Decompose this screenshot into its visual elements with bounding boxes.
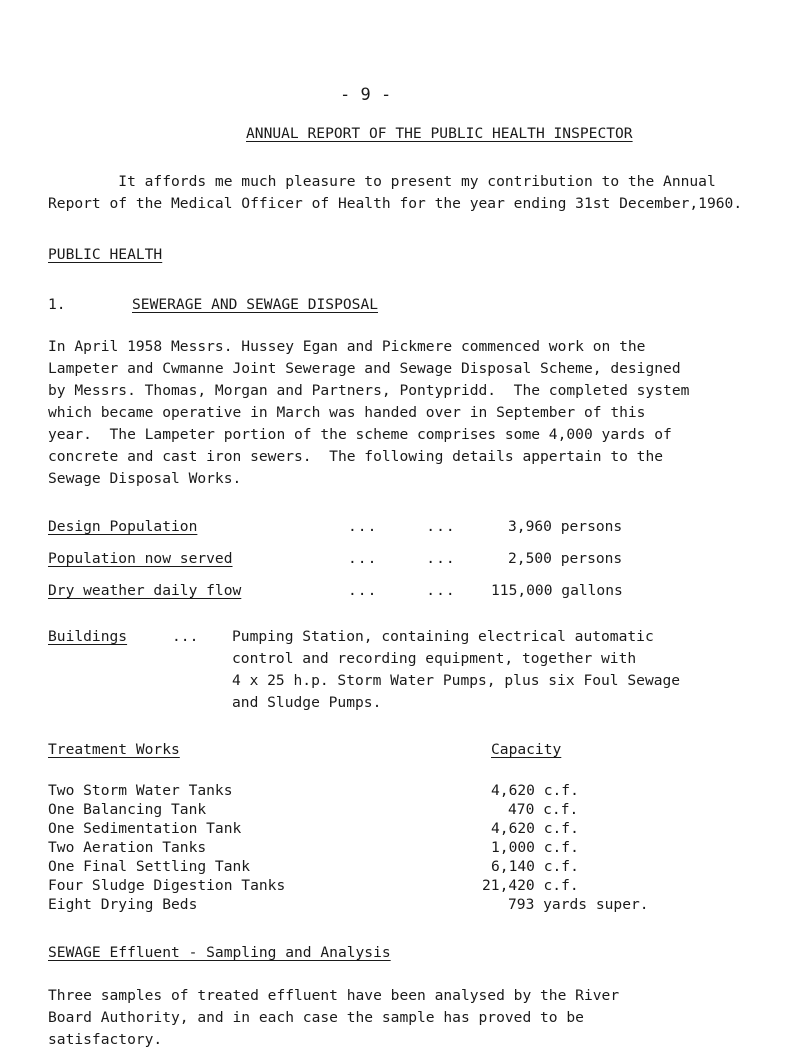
treatment-row-capacity: 21,420 c.f. bbox=[482, 877, 579, 894]
treatment-row-capacity: 793 yards super. bbox=[508, 896, 649, 913]
intro-line-2: Report of the Medical Officer of Health for the year ending 31st December,1960. bbox=[48, 195, 743, 212]
treatment-row-name: One Balancing Tank bbox=[48, 801, 207, 818]
treatment-row-capacity: 1,000 c.f. bbox=[491, 839, 579, 856]
treatment-row-capacity: 4,620 c.f. bbox=[491, 782, 579, 799]
page-number: - 9 - bbox=[340, 85, 392, 105]
buildings-label: Buildings bbox=[48, 628, 128, 645]
treatment-row-name: Two Storm Water Tanks bbox=[48, 782, 233, 799]
treatment-row-capacity: 4,620 c.f. bbox=[491, 820, 579, 837]
report-title: ANNUAL REPORT OF THE PUBLIC HEALTH INSPECTOR bbox=[246, 125, 633, 142]
body-line: year. The Lampeter portion of the scheme comprises some 4,000 yards of bbox=[48, 426, 672, 443]
detail-dots: ... ... bbox=[348, 582, 456, 599]
treatment-row-name: Eight Drying Beds bbox=[48, 896, 198, 913]
body-line: which became operative in March was handed over in September of this bbox=[48, 404, 646, 421]
treatment-row-name: One Final Settling Tank bbox=[48, 858, 251, 875]
treatment-row-name: Two Aeration Tanks bbox=[48, 839, 207, 856]
detail-value: 3,960 persons bbox=[508, 518, 623, 535]
subsection-heading: SEWERAGE AND SEWAGE DISPOSAL bbox=[132, 296, 379, 313]
body-line: Lampeter and Cwmanne Joint Sewerage and Sewage Disposal Scheme, designed bbox=[48, 360, 681, 377]
buildings-line: Pumping Station, containing electrical automatic bbox=[232, 628, 654, 645]
treatment-header-capacity: Capacity bbox=[491, 741, 562, 758]
buildings-line: 4 x 25 h.p. Storm Water Pumps, plus six Foul Sewage bbox=[232, 672, 681, 689]
treatment-row-name: Four Sludge Digestion Tanks bbox=[48, 877, 286, 894]
treatment-row-capacity: 6,140 c.f. bbox=[491, 858, 579, 875]
intro-line-1: It affords me much pleasure to present my contribution to the Annual bbox=[48, 173, 716, 190]
detail-value: 2,500 persons bbox=[508, 550, 623, 567]
detail-value: 115,000 gallons bbox=[491, 582, 623, 599]
body-line: concrete and cast iron sewers. The following details appertain to the bbox=[48, 448, 664, 465]
subsection-number: 1. bbox=[48, 296, 66, 313]
effluent-line: satisfactory. bbox=[48, 1031, 163, 1048]
effluent-line: Three samples of treated effluent have been analysed by the River bbox=[48, 987, 620, 1004]
body-line: In April 1958 Messrs. Hussey Egan and Pickmere commenced work on the bbox=[48, 338, 646, 355]
treatment-header-works: Treatment Works bbox=[48, 741, 180, 758]
body-line: Sewage Disposal Works. bbox=[48, 470, 242, 487]
treatment-row-capacity: 470 c.f. bbox=[508, 801, 579, 818]
effluent-heading: SEWAGE Effluent - Sampling and Analysis bbox=[48, 944, 391, 961]
treatment-row-name: One Sedimentation Tank bbox=[48, 820, 242, 837]
effluent-line: Board Authority, and in each case the sample has proved to be bbox=[48, 1009, 584, 1026]
buildings-line: and Sludge Pumps. bbox=[232, 694, 382, 711]
detail-label: Population now served bbox=[48, 550, 233, 567]
detail-dots: ... ... bbox=[348, 518, 456, 535]
detail-dots: ... ... bbox=[348, 550, 456, 567]
section-heading: PUBLIC HEALTH bbox=[48, 246, 163, 263]
body-line: by Messrs. Thomas, Morgan and Partners, Pontypridd. The completed system bbox=[48, 382, 690, 399]
detail-label: Dry weather daily flow bbox=[48, 582, 242, 599]
buildings-dots: ... bbox=[172, 628, 199, 645]
detail-label: Design Population bbox=[48, 518, 198, 535]
buildings-line: control and recording equipment, together with bbox=[232, 650, 637, 667]
